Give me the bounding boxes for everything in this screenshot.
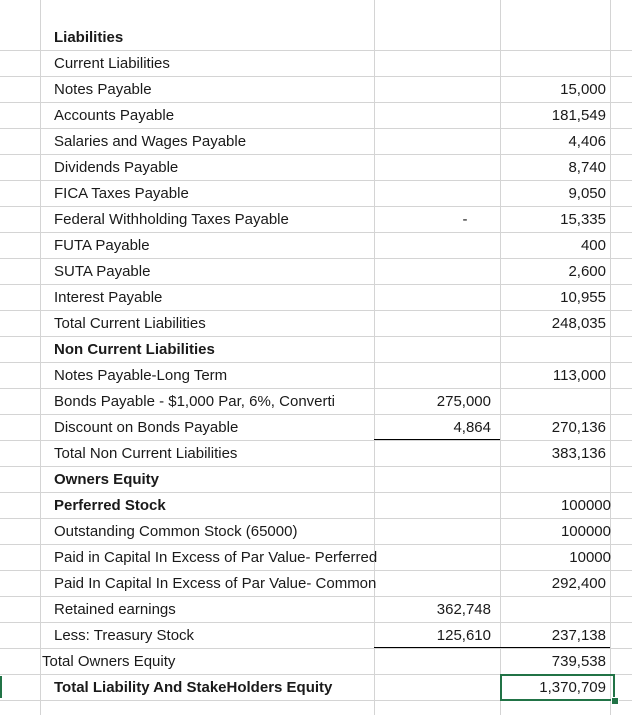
row-owners-equity-heading[interactable] [0,467,632,493]
row-current-liabilities-heading[interactable] [0,51,632,77]
row-value[interactable]: 100000 [560,523,611,540]
row-value[interactable]: 181,549 [551,107,606,124]
row-value[interactable]: 10000 [569,549,611,566]
row-selection-marker [0,676,2,698]
row-value[interactable]: 2,600 [568,263,606,280]
row-outstanding-common-stock[interactable] [0,519,632,545]
row-label[interactable]: Paid In Capital In Excess of Par Value- Common [54,575,377,592]
selected-cell-outline[interactable] [500,674,615,701]
row-notes-payable[interactable] [0,77,632,103]
row-value[interactable]: 248,035 [551,315,606,332]
row-accounts-payable[interactable] [0,103,632,129]
row-value[interactable]: 400 [580,237,606,254]
row-pic-preferred[interactable] [0,545,632,571]
row-bonds-payable[interactable] [0,389,632,415]
row-label[interactable]: Outstanding Common Stock (65000) [54,523,298,540]
row-value[interactable]: 292,400 [551,575,606,592]
row-value[interactable]: 15,335 [560,211,606,228]
row-mid-value[interactable]: - [462,211,468,228]
row-value[interactable]: 15,000 [560,81,606,98]
row-pic-common[interactable] [0,571,632,597]
row-total-owners-equity[interactable] [0,649,632,675]
fill-handle[interactable] [611,697,619,705]
row-non-current-heading[interactable] [0,337,632,363]
row-label[interactable]: Paid in Capital In Excess of Par Value- Perferred [54,549,378,566]
row-label[interactable]: Federal Withholding Taxes Payable [54,211,289,228]
row-preferred-stock[interactable] [0,493,632,519]
row-mid-value[interactable]: 4,864 [453,419,491,436]
row-value[interactable]: 237,138 [551,627,606,644]
row-discount-on-bonds[interactable] [0,415,632,441]
row-value[interactable]: 1,370,709 [539,679,606,696]
row-label[interactable]: Perferred Stock [54,497,166,514]
row-total-current-liabilities[interactable] [0,311,632,337]
row-value[interactable]: 100000 [560,497,611,514]
row-label[interactable]: Total Owners Equity [42,653,176,670]
row-label[interactable]: Bonds Payable - $1,000 Par, 6%, Converti [54,393,336,410]
row-suta-payable[interactable] [0,259,632,285]
row-label[interactable]: Notes Payable-Long Term [54,367,228,384]
row-label[interactable]: Less: Treasury Stock [54,627,195,644]
row-label[interactable]: Total Current Liabilities [54,315,206,332]
row-label[interactable]: Accounts Payable [54,107,175,124]
row-label[interactable]: FUTA Payable [54,237,150,254]
row-mid-value[interactable]: 125,610 [436,627,491,644]
row-retained-earnings[interactable] [0,597,632,623]
row-label[interactable]: Total Liability And StakeHolders Equity [54,679,333,696]
row-label[interactable]: Retained earnings [54,601,176,618]
row-label[interactable]: Liabilities [54,29,124,46]
subtotal-underline [374,647,500,648]
row-label[interactable]: Notes Payable [54,81,152,98]
row-value[interactable]: 10,955 [560,289,606,306]
subtotal-underline [374,439,500,440]
row-label[interactable]: Non Current Liabilities [54,341,215,358]
row-label[interactable]: Salaries and Wages Payable [54,133,247,150]
row-federal-withholding[interactable] [0,207,632,233]
row-label[interactable]: Dividends Payable [54,159,179,176]
row-treasury-stock[interactable] [0,623,632,649]
row-notes-payable-long-term[interactable] [0,363,632,389]
row-value[interactable]: 739,538 [551,653,606,670]
row-label[interactable]: Total Non Current Liabilities [54,445,238,462]
row-dividends-payable[interactable] [0,155,632,181]
row-value[interactable]: 383,136 [551,445,606,462]
row-label[interactable]: Discount on Bonds Payable [54,419,239,436]
row-salaries-wages-payable[interactable] [0,129,632,155]
row-liabilities-heading[interactable] [0,25,632,51]
row-label[interactable]: Current Liabilities [54,55,170,72]
row-futa-payable[interactable] [0,233,632,259]
row-interest-payable[interactable] [0,285,632,311]
row-label[interactable]: Owners Equity [54,471,160,488]
row-value[interactable]: 8,740 [568,159,606,176]
row-total-non-current[interactable] [0,441,632,467]
row-label[interactable]: Interest Payable [54,289,163,306]
row-mid-value[interactable]: 275,000 [436,393,491,410]
row-label[interactable]: SUTA Payable [54,263,151,280]
row-value[interactable]: 113,000 [552,367,606,384]
row-value[interactable]: 4,406 [568,133,606,150]
row-value[interactable]: 270,136 [551,419,606,436]
row-mid-value[interactable]: 362,748 [436,601,491,618]
row-label[interactable]: FICA Taxes Payable [54,185,189,202]
row-value[interactable]: 9,050 [568,185,606,202]
row-fica-taxes-payable[interactable] [0,181,632,207]
subtotal-underline [500,647,610,648]
